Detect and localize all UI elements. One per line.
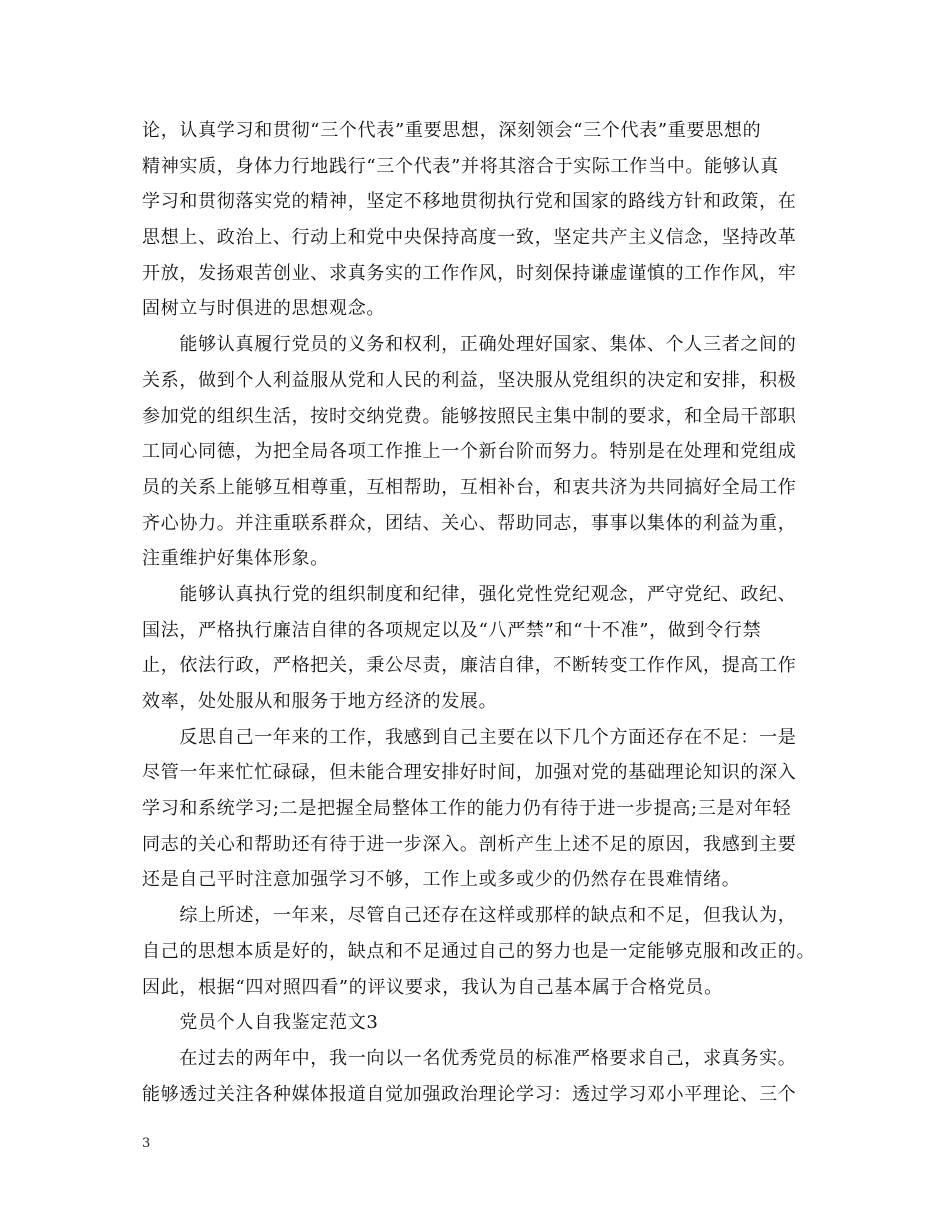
text-line: 国法，严格执行廉洁自律的各项规定以及“八严禁”和“十不准”，做到令行禁 [142,619,762,641]
text-line: 关系，做到个人利益服从党和人民的利益，坚决服从党组织的决定和安排，积极 [142,369,797,391]
text-line: 尽管一年来忙忙碌碌，但未能合理安排好时间，加强对党的基础理论知识的深入 [142,762,797,784]
text-line: 学习和系统学习;二是把握全局整体工作的能力仍有待于进一步提高;三是对年轻 [142,798,792,820]
text-line: 能够透过关注各种媒体报道自觉加强政治理论学习：透过学习邓小平理论、三个 [142,1083,797,1105]
text-line: 精神实质，身体力行地践行“三个代表”并将其溶合于实际工作当中。能够认真 [142,155,779,177]
text-line: 止，依法行政，严格把关，秉公尽责，廉洁自律，不断转变工作作风，提高工作 [142,655,797,677]
text-line: 自己的思想本质是好的，缺点和不足通过自己的努力也是一定能够克服和改正的。 [142,940,816,962]
text-line: 参加党的组织生活，按时交纳党费。能够按照民主集中制的要求，和全局干部职 [142,405,797,427]
text-line: 员的关系上能够互相尊重，互相帮助，互相补台，和衷共济为共同搞好全局工作 [142,476,797,498]
text-line: 能够认真履行党员的义务和权利，正确处理好国家、集体、个人三者之间的 [142,334,797,356]
page-number: 3 [142,1136,151,1151]
text-line: 学习和贯彻落实党的精神，坚定不移地贯彻执行党和国家的路线方针和政策，在 [142,191,797,213]
text-line: 因此，根据“四对照四看”的评议要求，我认为自己基本属于合格党员。 [142,976,723,998]
text-line: 效率，处处服从和服务于地方经济的发展。 [142,691,498,712]
text-line: 思想上、政治上、行动上和党中央保持高度一致，坚定共产主义信念，坚持改革 [142,227,797,249]
document-body [142,113,822,1112]
text-line: 同志的关心和帮助还有待于进一步深入。剖析产生上述不足的原因，我感到主要 [142,833,797,855]
text-line: 工同心同德，为把全局各项工作推上一个新台阶而努力。特别是在处理和党组成 [142,441,797,463]
text-line: 论，认真学习和贯彻“三个代表”重要思想，深刻领会“三个代表”重要思想的 [142,120,762,141]
text-line: 齐心协力。并注重联系群众，团结、关心、帮助同志，事事以集体的利益为重， [142,512,797,534]
text-line: 开放，发扬艰苦创业、求真务实的工作作风，时刻保持谦虚谨慎的工作作风，牢 [142,262,797,284]
text-line: 还是自己平时注意加强学习不够，工作上或多或少的仍然存在畏难情绪。 [142,869,741,891]
text-line: 能够认真执行党的组织制度和纪律，强化党性党纪观念，严守党纪、政纪、 [142,583,797,605]
section-heading: 党员个人自我鉴定范文3 [142,1012,379,1034]
text-line: 反思自己一年来的工作，我感到自己主要在以下几个方面还存在不足：一是 [142,726,797,748]
text-line: 综上所述，一年来，尽管自己还存在这样或那样的缺点和不足，但我认为， [142,905,797,927]
text-line: 注重维护好集体形象。 [142,548,329,570]
text-line: 在过去的两年中，我一向以一名优秀党员的标准严格要求自己，求真务实。 [142,1047,797,1069]
text-line: 固树立与时俱进的思想观念。 [142,298,386,320]
